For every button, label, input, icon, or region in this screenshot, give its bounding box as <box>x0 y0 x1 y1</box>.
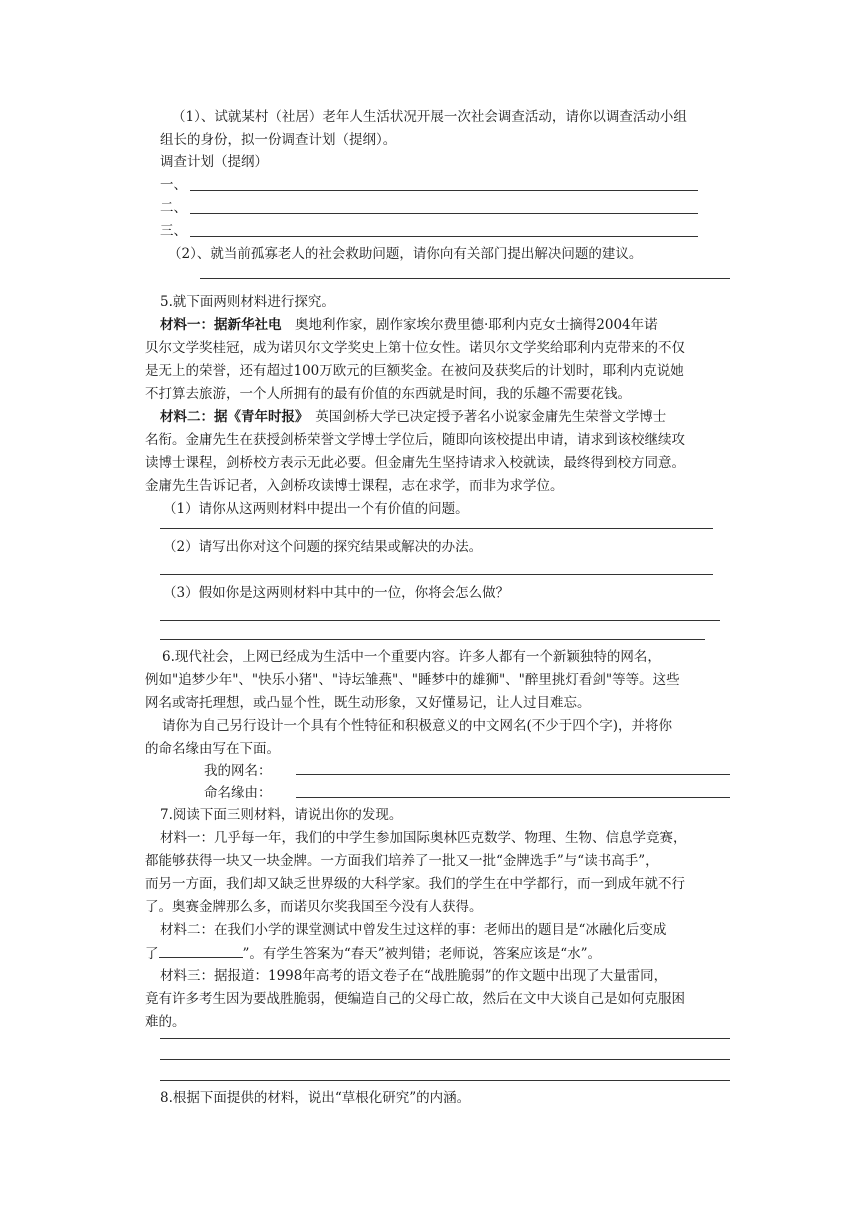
q7-material3-line1: 材料三：据报道：1998年高考的语文卷子在“战胜脆弱”的作文题中出现了大量雷同， <box>160 968 668 984</box>
q5-sub2-answer-line[interactable] <box>160 574 713 575</box>
q7-material2-suffix: ”。有学生答案为“春天”被判错；老师说，答案应该是“水”。 <box>242 946 602 962</box>
q1-part1-line1: （1）、试就某村（社居）老年人生活状况开展一次社会调查活动，请你以调查活动小组 <box>172 109 687 125</box>
q1-part1-line2: 组长的身份，拟一份调查计划（提纲）。 <box>160 132 397 148</box>
q7-material3-line3: 难的。 <box>145 1014 186 1030</box>
plan-item-1-label: 一、 <box>160 177 187 193</box>
q7-material1-line4: 了。奥赛金牌那么多，而诺贝尔奖我国至今没有人获得。 <box>145 899 483 915</box>
q5-sub3: （3）假如你是这两则材料中其中的一位，你将会怎么做？ <box>163 585 510 601</box>
q5-material2-label: 材料二：据《青年时报》 <box>160 409 302 425</box>
q1-part2-answer-line[interactable] <box>200 278 730 279</box>
q7-material3-line2: 竟有许多考生因为要战胜脆弱，便编造自己的父母亡故，然后在文中大谈自己是如何克服困 <box>145 991 685 1007</box>
q7-material1-line2: 都能够获得一块又一块金牌。一方面我们培养了一批又一批“金牌选手”与“读书高手”， <box>145 853 659 869</box>
naming-reason-label: 命名缘由： <box>204 785 272 801</box>
q7-material2-line1: 材料二：在我们小学的课堂测试中曾发生过这样的事：老师出的题目是“冰融化后变成 <box>160 922 667 938</box>
q5-sub1-answer-line[interactable] <box>160 528 713 529</box>
my-netname-label: 我的网名： <box>204 763 272 779</box>
q5-sub2: （2）请写出你对这个问题的探究结果或解决的办法。 <box>163 539 483 555</box>
plan-item-1-answer-line[interactable] <box>190 190 698 191</box>
q5-title: 5.就下面两则材料进行探究。 <box>160 294 335 310</box>
q7-answer-line-2[interactable] <box>160 1059 730 1060</box>
q6-line2: 例如"追梦少年"、"快乐小猪"、"诗坛雏燕"、"睡梦中的雄狮"、"醉里挑灯看剑"等等。这些 <box>145 672 680 688</box>
q7-material2-line2 <box>145 943 601 964</box>
plan-item-2-answer-line[interactable] <box>190 213 698 214</box>
q5-material1-label: 材料一：据新华社电 <box>160 317 282 333</box>
q5-material1-line2: 贝尔文学奖桂冠，成为诺贝尔文学奖史上第十位女性。诺贝尔文学奖给耶利内克带来的不仅 <box>145 340 685 356</box>
q5-material2-text: 英国剑桥大学已决定授予著名小说家金庸先生荣誉文学博士 <box>301 409 667 425</box>
q5-sub3-answer-line-1[interactable] <box>160 620 720 621</box>
q5-sub3-answer-line-2[interactable] <box>160 639 705 640</box>
plan-item-2-label: 二、 <box>160 200 187 216</box>
q5-material2-line2: 名衔。金庸先生在获授剑桥荣誉文学博士学位后，随即向该校提出申请，请求到该校继续攻 <box>145 432 685 448</box>
q6-line3: 网名或寄托理想，或凸显个性，既生动形象，又好懂易记，让人过目难忘。 <box>145 695 591 711</box>
q7-title: 7.阅读下面三则材料，请说出你的发现。 <box>160 807 403 823</box>
q7-answer-line-3[interactable] <box>160 1080 730 1081</box>
q7-material2-prefix: 了 <box>145 946 159 962</box>
q5-sub1: （1）请你从这两则材料中提出一个有价值的问题。 <box>163 501 469 517</box>
q6-line5: 的命名缘由写在下面。 <box>145 741 280 757</box>
q6-line4: 请你为自己另行设计一个具有个性特征和积极意义的中文网名(不少于四个字)，并将你 <box>162 718 673 734</box>
q5-material1-line4: 不打算去旅游，一个人所拥有的最有价值的东西就是时间，我的乐趣不需要花钱。 <box>145 386 631 402</box>
q7-material1-line1: 材料一：几乎每一年，我们的中学生参加国际奥林匹克数学、物理、生物、信息学竞赛， <box>160 830 687 846</box>
q5-material2-line4: 金庸先生告诉记者，入剑桥攻读博士课程，志在求学，而非为求学位。 <box>145 478 564 494</box>
q5-material2-line1 <box>160 407 666 427</box>
q8-title: 8.根据下面提供的材料，说出“草根化研究”的内涵。 <box>160 1090 471 1106</box>
q7-material1-line3: 而另一方面，我们却又缺乏世界级的大科学家。我们的学生在中学都行，而一到成年就不行 <box>145 876 685 892</box>
plan-title: 调查计划（提纲） <box>160 154 268 170</box>
q5-material1-line3: 是无上的荣誉，还有超过100万欧元的巨额奖金。在被问及获奖后的计划时，耶利内克说她 <box>145 363 684 379</box>
naming-reason-answer-line[interactable] <box>296 797 730 798</box>
q5-material1-line1 <box>160 315 658 335</box>
my-netname-answer-line[interactable] <box>296 774 730 775</box>
q5-material2-line3: 读博士课程，剑桥校方表示无此必要。但金庸先生坚持请求入校就读，最终得到校方同意。 <box>145 455 685 471</box>
q1-part2: （2）、就当前孤寡老人的社会救助问题，请你向有关部门提出解决问题的建议。 <box>168 246 643 262</box>
q6-line1: 6.现代社会，上网已经成为生活中一个重要内容。许多人都有一个新颖独特的网名， <box>162 649 661 665</box>
q5-material1-text: 奥地利作家，剧作家埃尔费里德·耶利内克女士摘得2004年诺 <box>281 317 658 333</box>
plan-item-3-label: 三、 <box>160 223 187 239</box>
plan-item-3-answer-line[interactable] <box>190 236 698 237</box>
q7-answer-line-1[interactable] <box>160 1038 730 1039</box>
fill-in-blank[interactable] <box>159 943 243 958</box>
